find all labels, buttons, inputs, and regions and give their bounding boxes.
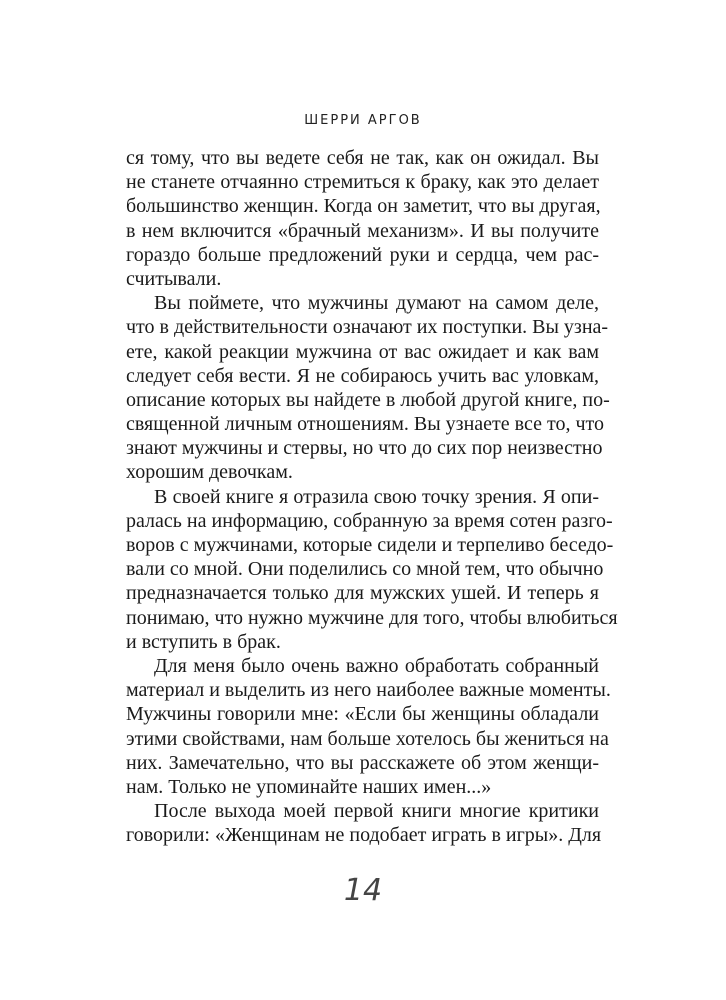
text-line: вали со мной. Они поделились со мной тем, что обычно (126, 558, 604, 581)
text-line: не станете отчаянно стремиться к браку, как это делает (126, 171, 599, 194)
text-line: воров с мужчинами, которые сидели и терпеливо беседо- (126, 534, 614, 556)
text-line: Вы поймете, что мужчины думают на самом деле, (154, 292, 599, 315)
text-line: и вступить в брак. (126, 630, 281, 653)
text-line: священной личным отношениям. Вы узнаете все то, что (126, 413, 604, 436)
text-line: считывали. (126, 267, 222, 290)
body-text (126, 146, 618, 847)
running-head: ШЕРРИ АРГОВ (304, 113, 422, 128)
text-line: хорошим девочкам. (126, 461, 293, 484)
text-line: ся тому, что вы ведете себя не так, как он ожидал. Вы (126, 147, 599, 169)
text-line: этими свойствами, нам больше хотелось бы жениться на (126, 727, 609, 750)
text-line: После выхода моей первой книги многие критики (154, 800, 599, 823)
text-line: в нем включится «брачный механизм». И вы получите (126, 219, 599, 242)
text-line: нам. Только не упоминайте наших имен...» (126, 775, 492, 798)
text-line: понимаю, что нужно мужчине для того, чтобы влюбиться (126, 606, 618, 629)
text-line: что в действительности означают их поступки. Вы узна- (126, 316, 609, 339)
text-line: ете, какой реакции мужчина от вас ожидает и как вам (126, 340, 599, 363)
text-line: описание которых вы найдете в любой другой книге, по- (126, 388, 610, 411)
text-line: предназначается только для мужских ушей. И теперь я (126, 582, 599, 605)
page-number: 14 (343, 873, 383, 908)
text-line: знают мужчины и стервы, но что до сих пор неизвестно (126, 437, 603, 460)
text-line: Для меня было очень важно обработать собранный (154, 654, 599, 677)
text-line: материал и выделить из него наиболее важные моменты. (126, 679, 611, 702)
text-line: большинство женщин. Когда он заметит, что вы другая, (126, 195, 601, 218)
text-line: них. Замечательно, что вы расскажете об этом женщи- (126, 751, 599, 774)
text-line: Мужчины говорили мне: «Если бы женщины обладали (126, 703, 599, 726)
text-line: следует себя вести. Я не собираюсь учить вас уловкам, (126, 364, 599, 387)
text-line: ралась на информацию, собранную за время сотен разго- (126, 509, 613, 532)
text-line: гораздо больше предложений руки и сердца, чем рас- (126, 243, 599, 266)
text-line: говорили: «Женщинам не подобает играть в игры». Для (126, 824, 602, 847)
text-line: В своей книге я отразила свою точку зрения. Я опи- (154, 485, 599, 508)
